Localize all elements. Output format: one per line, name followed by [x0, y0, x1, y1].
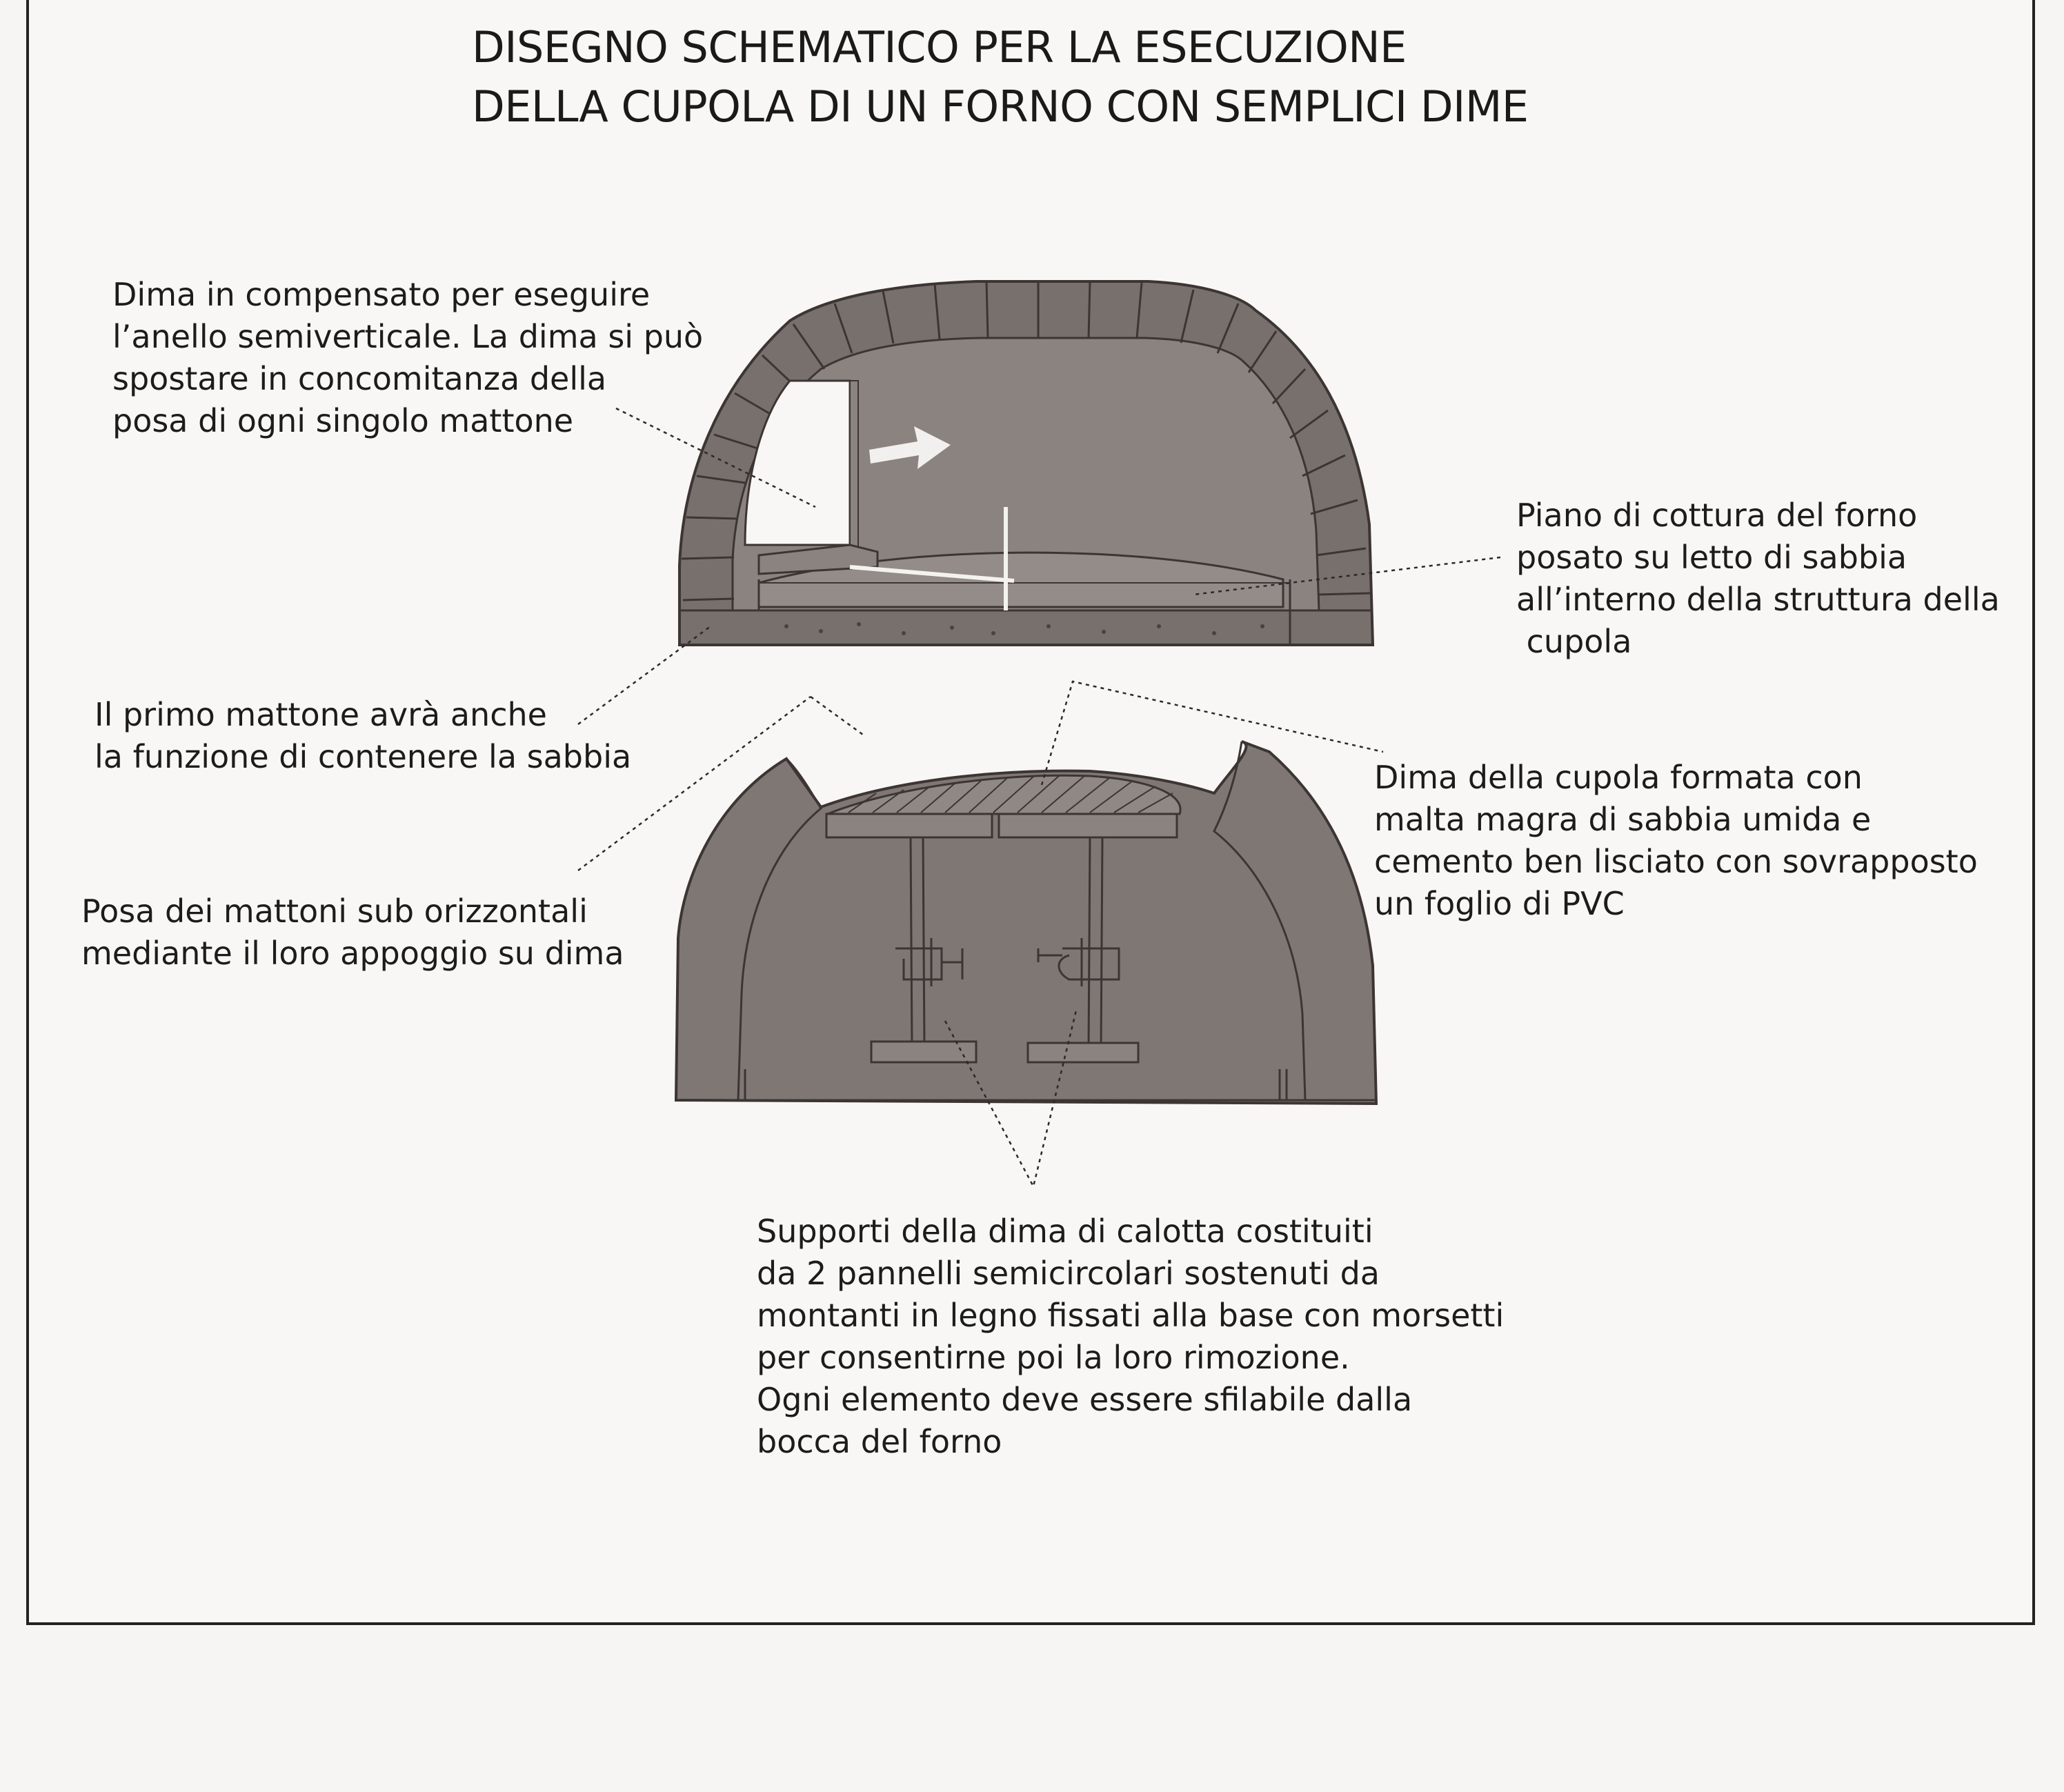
annotation-posa-mattoni: Posa dei mattoni sub orizzontali mediante il loro appoggio su dima [81, 893, 624, 972]
top-oven [679, 281, 1373, 645]
title-line-1: DISEGNO SCHEMATICO PER LA ESECUZIONE [472, 22, 1407, 72]
annotation-piano-cottura: Piano di cottura del forno posato su letto di sabbia all’interno della struttura della cupola [1516, 497, 2000, 660]
annotation-dima-cupola: Dima della cupola formata con malta magra di sabbia umida e cemento ben lisciato con sovrapposto un foglio di PVC [1374, 759, 1978, 922]
bottom-oven [676, 741, 1376, 1104]
annotation-primo-mattone: Il primo mattone avrà anche la funzione di contenere la sabbia [95, 696, 632, 775]
annotation-dima-anello: Dima in compensato per eseguire l’anello semiverticale. La dima si può spostare in concomitanza della posa di ogni singolo mattone [112, 276, 704, 439]
title-line-2: DELLA CUPOLA DI UN FORNO CON SEMPLICI DIME [472, 81, 1529, 132]
annotation-supporti: Supporti della dima di calotta costituiti da 2 pannelli semicircolari sostenuti da montanti in legno fissati alla base con morsetti per consentirne poi la loro rimozione. Ogni elemento deve essere sfilabile dalla bocca del forno [757, 1213, 1505, 1460]
